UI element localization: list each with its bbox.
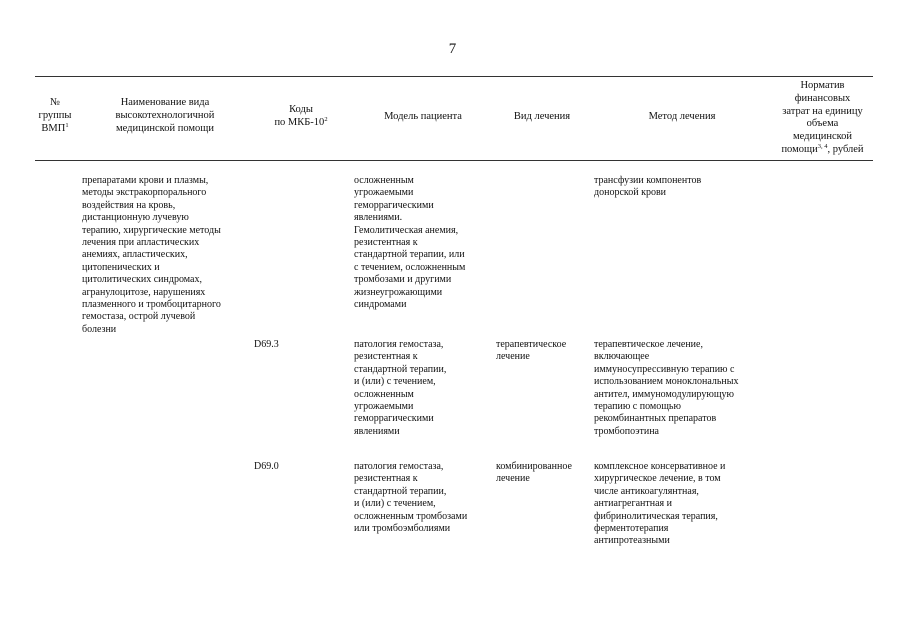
row1-model-line: жизнеугрожающими [354,286,443,298]
header-treatment-type: Вид лечения [513,111,571,122]
row1-method-line: донорской крови [594,187,667,199]
row1-name-line: методы экстракорпорального [82,187,207,199]
row3-model-line: стандартной терапии, [354,485,447,497]
row2-method-line: терапию с помощью [594,401,681,413]
header-norm-line6: помощи [781,143,818,155]
header-care-type [80,97,250,135]
row3-method-line: комплексное консервативное и [594,461,726,472]
header-care-type-line3: медицинской помощи [116,122,214,134]
header-group-line2: группы [38,109,72,121]
row1-model-line: тромбозами и другими [354,274,452,286]
row1-model-line: геморрагическими [354,199,434,211]
header-group-line1: № [49,97,61,108]
row2-model-line: явлениями [354,425,400,437]
header-group-footnote: 1 [65,121,69,129]
header-norm-line3: затрат на единицу [782,105,863,117]
header-treatment-method: Метод лечения [648,111,716,122]
row2-treatment-method [594,339,738,438]
header-codes-line1: Коды [289,104,313,115]
row1-model-line: синдромами [354,299,407,311]
row1-care-type [82,175,221,336]
row1-name-line: терапию, хирургические методы [82,224,221,236]
row2-model-line: и (или) с течением, [354,376,436,388]
row1-name-line: анемиях, апластических, [82,249,188,261]
header-norm-line5: медицинской [792,131,853,143]
header-icd-codes [252,104,350,130]
row1-model-line: с течением, осложненным [354,261,466,273]
row2-method-line: рекомбинантных препаратов [594,413,717,425]
row1-model-line: осложненным [354,175,414,186]
header-group-number [35,97,75,135]
header-norm-line2: финансовых [794,92,851,104]
header-patient-model: Модель пациента [384,111,462,122]
row1-name-line: цитопенических и [82,261,160,273]
row2-model-line: стандартной терапии, [354,363,447,375]
row2-model-line: патология гемостаза, [354,339,444,350]
row3-treatment-method [594,461,725,548]
row3-model-line: и (или) с течением, [354,498,436,510]
row1-model-line: явлениями. [354,212,403,224]
row3-method-line: антиагрегантная и [594,498,672,510]
row2-type-line: лечение [496,351,530,363]
row1-name-line: гемостаза, острой лучевой [82,311,196,323]
row1-method-line: трансфузии компонентов [594,175,702,186]
header-care-type-line2: высокотехнологичной [115,109,215,121]
row2-patient-model [354,339,446,438]
row3-icd-code: D69.0 [254,461,279,472]
row1-name-line: цитолитических синдромах, [82,274,202,286]
row1-name-line: препаратами крови и плазмы, [82,175,209,186]
header-care-type-line1: Наименование вида [120,97,210,108]
row1-patient-model [354,175,465,311]
row1-name-line: плазменного и тромбоцитарного [82,299,221,311]
row3-method-line: хирургическое лечение, в том [594,473,721,485]
header-bottom-rule [35,160,873,161]
header-norm-line6-suffix: , рублей [827,143,864,155]
row3-treatment-type [496,461,572,486]
row2-model-line: геморрагическими [354,413,434,425]
row1-name-line: болезни [82,323,117,335]
row2-icd-code: D69.3 [254,339,279,350]
row2-method-line: иммуносупрессивную терапию с [594,363,735,375]
header-norm-line1: Норматив [800,80,845,91]
row2-method-line: использованием моноклональных [594,376,739,388]
row3-type-line: комбинированное [496,461,572,472]
row1-name-line: дистанционную лучевую [82,212,189,224]
row2-model-line: угрожаемыми [354,401,414,413]
header-norm-footnote: 3, 4 [817,142,828,150]
row1-treatment-method [594,175,701,200]
row2-method-line: антител, иммуномодулирующую [594,388,735,400]
row2-method-line: терапевтическое лечение, [594,339,703,350]
row3-method-line: ферментотерапия [594,523,669,535]
header-codes-footnote: 2 [324,115,328,123]
header-group-line3: ВМП [41,122,66,134]
row3-model-line: осложненным тромбозами [354,510,468,522]
header-cost-norm [772,80,873,157]
row1-model-line: Гемолитическая анемия, [354,224,459,236]
row2-model-line: осложненным [354,388,414,400]
row2-treatment-type [496,339,566,364]
row2-method-line: тромбопоэтина [594,425,659,437]
row2-type-line: терапевтическое [496,339,567,350]
row1-model-line: угрожаемыми [354,187,414,199]
row1-name-line: лечения при апластических [82,237,200,249]
row3-type-line: лечение [496,473,530,485]
row3-patient-model [354,461,467,535]
row3-method-line: числе антикоагулянтная, [594,485,699,497]
row3-method-line: фибринолитическая терапия, [594,510,718,522]
header-norm-line4: объема [806,118,839,130]
row1-model-line: резистентная к [354,237,418,249]
row2-model-line: резистентная к [354,351,418,363]
row3-model-line: резистентная к [354,473,418,485]
row3-model-line: патология гемостаза, [354,461,444,472]
row3-method-line: антипротеазными [594,535,670,547]
row1-model-line: стандартной терапии, или [354,249,465,261]
row2-method-line: включающее [594,351,650,363]
header-codes-line2: по МКБ-10 [274,116,325,128]
row1-name-line: агранулоцитозе, нарушениях [82,286,206,298]
row1-name-line: воздействия на кровь, [82,199,176,211]
row3-model-line: или тромбоэмболиями [354,523,451,535]
table-top-rule [35,76,873,77]
page-number: 7 [448,41,457,57]
